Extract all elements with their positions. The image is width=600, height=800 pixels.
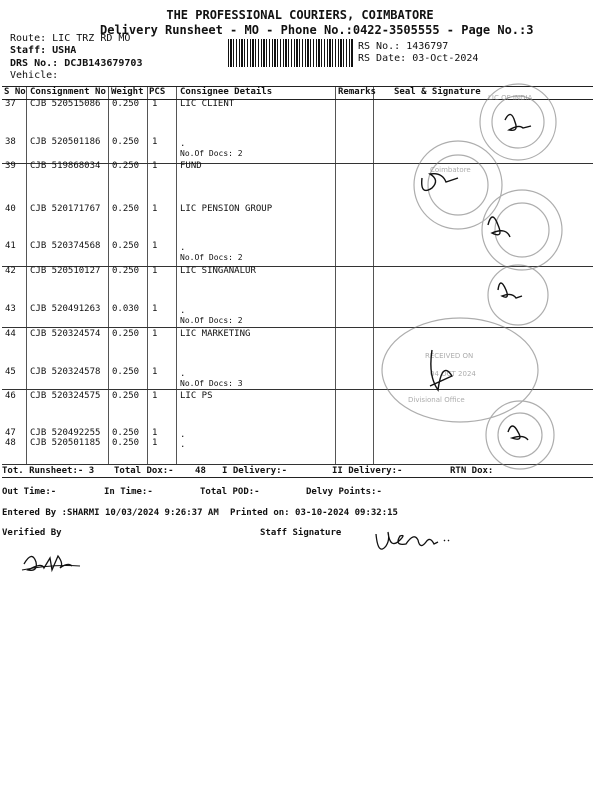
rs-date-line bbox=[358, 53, 478, 64]
cell-pcs: 1 bbox=[152, 367, 158, 377]
stamps-and-signatures bbox=[370, 80, 595, 470]
cell-weight: 0.250 bbox=[112, 241, 140, 251]
cell-sno: 38 bbox=[5, 137, 16, 147]
rs-no-value: 1436797 bbox=[406, 41, 449, 52]
staff-signature bbox=[372, 524, 462, 560]
docs-note: No.Of Docs: 2 bbox=[180, 316, 243, 325]
cell-weight: 0.250 bbox=[112, 391, 140, 401]
rs-date-label: RS Date: bbox=[358, 53, 407, 64]
cell-sno: 47 bbox=[5, 428, 16, 438]
cell-consignment: CJB 520501186 bbox=[30, 137, 101, 147]
tot-runsheet: Tot. Runsheet:- 3 bbox=[2, 466, 95, 476]
cell-pcs: 1 bbox=[152, 161, 158, 171]
drs-line bbox=[10, 58, 142, 69]
rs-date-value: 03-Oct-2024 bbox=[412, 53, 479, 64]
cell-sno: 44 bbox=[5, 329, 16, 339]
staff-line bbox=[10, 45, 76, 56]
stamp-text: Divisional Office bbox=[408, 396, 465, 404]
cell-weight: 0.250 bbox=[112, 329, 140, 339]
cell-consignment: CJB 520324575 bbox=[30, 391, 101, 401]
cell-consignment: CJB 520492255 bbox=[30, 428, 101, 438]
entered-by: Entered By :SHARMI 10/03/2024 9:26:37 AM bbox=[2, 508, 219, 518]
cell-consignee: LIC PENSION GROUP bbox=[180, 204, 273, 214]
col-seal: Seal & Signature bbox=[394, 87, 481, 97]
col-consignee: Consignee Details bbox=[180, 87, 273, 97]
stamp-text: Coimbatore bbox=[430, 166, 471, 174]
cell-consignee: LIC PS bbox=[180, 391, 213, 401]
cell-sno: 42 bbox=[5, 266, 16, 276]
cell-sno: 39 bbox=[5, 161, 16, 171]
runsheet-title: Delivery Runsheet - MO - Phone No.:0422-3505555 - Page No.:3 bbox=[100, 23, 534, 37]
cell-consignee: . bbox=[180, 369, 186, 379]
cell-consignment: CJB 520324578 bbox=[30, 367, 101, 377]
ii-delivery: II Delivery:- bbox=[332, 466, 403, 476]
drs-value: DCJB143679703 bbox=[64, 58, 143, 69]
cell-consignee: . bbox=[180, 306, 186, 316]
cell-sno: 41 bbox=[5, 241, 16, 251]
stamp-text: LIC OF INDIA bbox=[488, 94, 533, 102]
cell-consignment: CJB 520374568 bbox=[30, 241, 101, 251]
route-line bbox=[10, 33, 130, 44]
route-value: LIC TRZ RD MO bbox=[52, 33, 131, 44]
cell-pcs: 1 bbox=[152, 137, 158, 147]
cell-consignee: LIC MARKETING bbox=[180, 329, 251, 339]
col-sno: S No bbox=[4, 87, 26, 97]
rs-no-line bbox=[358, 41, 448, 52]
cell-consignment: CJB 520510127 bbox=[30, 266, 101, 276]
printed-on: Printed on: 03-10-2024 09:32:15 bbox=[230, 508, 398, 518]
cell-pcs: 1 bbox=[152, 99, 158, 109]
cell-consignee: . bbox=[180, 430, 186, 440]
staff-signature-label: Staff Signature bbox=[260, 528, 342, 538]
footer-divider bbox=[2, 477, 593, 478]
cell-pcs: 1 bbox=[152, 428, 158, 438]
cell-consignee: LIC CLIENT bbox=[180, 99, 235, 109]
company-name: THE PROFESSIONAL COURIERS, COIMBATORE bbox=[166, 8, 434, 22]
docs-note: No.Of Docs: 2 bbox=[180, 149, 243, 158]
cell-consignee: . bbox=[180, 440, 186, 450]
cell-sno: 46 bbox=[5, 391, 16, 401]
cell-sno: 40 bbox=[5, 204, 16, 214]
cell-pcs: 1 bbox=[152, 241, 158, 251]
barcode bbox=[228, 39, 354, 67]
verified-signature bbox=[18, 540, 88, 576]
cell-pcs: 1 bbox=[152, 391, 158, 401]
cell-sno: 45 bbox=[5, 367, 16, 377]
delvy-points: Delvy Points:- bbox=[306, 487, 382, 497]
cell-weight: 0.250 bbox=[112, 161, 140, 171]
cell-consignee: LIC SINGANALUR bbox=[180, 266, 256, 276]
cell-consignment: CJB 519868034 bbox=[30, 161, 101, 171]
total-pod: Total POD:- bbox=[200, 487, 260, 497]
cell-sno: 48 bbox=[5, 438, 16, 448]
out-time: Out Time:- bbox=[2, 487, 57, 497]
cell-consignment: CJB 520171767 bbox=[30, 204, 101, 214]
cell-consignment: CJB 520491263 bbox=[30, 304, 101, 314]
stamp-text: RECEIVED ON bbox=[425, 352, 474, 360]
cell-weight: 0.030 bbox=[112, 304, 140, 314]
docs-note: No.Of Docs: 3 bbox=[180, 379, 243, 388]
drs-label: DRS No.: bbox=[10, 58, 59, 69]
cell-sno: 37 bbox=[5, 99, 16, 109]
col-remarks: Remarks bbox=[338, 87, 376, 97]
cell-weight: 0.250 bbox=[112, 367, 140, 377]
cell-pcs: 1 bbox=[152, 204, 158, 214]
col-consignment: Consignment No bbox=[30, 87, 106, 97]
total-dox bbox=[114, 466, 206, 476]
stamp-text: 04 OCT 2024 bbox=[430, 370, 476, 378]
cell-consignee: . bbox=[180, 243, 186, 253]
cell-pcs: 1 bbox=[152, 266, 158, 276]
rtn-dox: RTN Dox: bbox=[450, 466, 494, 476]
cell-consignment: CJB 520515086 bbox=[30, 99, 101, 109]
verified-by: Verified By bbox=[2, 528, 62, 538]
total-dox-value: 48 bbox=[195, 466, 206, 476]
in-time: In Time:- bbox=[104, 487, 153, 497]
cell-weight: 0.250 bbox=[112, 266, 140, 276]
cell-consignee: . bbox=[180, 139, 186, 149]
col-pcs: PCS bbox=[149, 87, 166, 97]
cell-weight: 0.250 bbox=[112, 137, 140, 147]
cell-weight: 0.250 bbox=[112, 99, 140, 109]
cell-pcs: 1 bbox=[152, 329, 158, 339]
cell-sno: 43 bbox=[5, 304, 16, 314]
col-weight: Weight bbox=[111, 87, 144, 97]
staff-value: USHA bbox=[52, 45, 77, 56]
route-label: Route: bbox=[10, 33, 47, 44]
cell-weight: 0.250 bbox=[112, 428, 140, 438]
cell-weight: 0.250 bbox=[112, 204, 140, 214]
docs-note: No.Of Docs: 2 bbox=[180, 253, 243, 262]
i-delivery: I Delivery:- bbox=[222, 466, 288, 476]
cell-consignment: CJB 520501185 bbox=[30, 438, 101, 448]
vehicle-label: Vehicle: bbox=[10, 70, 59, 81]
cell-pcs: 1 bbox=[152, 438, 158, 448]
cell-consignee: FUND bbox=[180, 161, 202, 171]
staff-label: Staff: bbox=[10, 45, 47, 56]
cell-weight: 0.250 bbox=[112, 438, 140, 448]
cell-consignment: CJB 520324574 bbox=[30, 329, 101, 339]
cell-pcs: 1 bbox=[152, 304, 158, 314]
total-dox-label: Total Dox:- bbox=[114, 466, 174, 476]
rs-no-label: RS No.: bbox=[358, 41, 401, 52]
